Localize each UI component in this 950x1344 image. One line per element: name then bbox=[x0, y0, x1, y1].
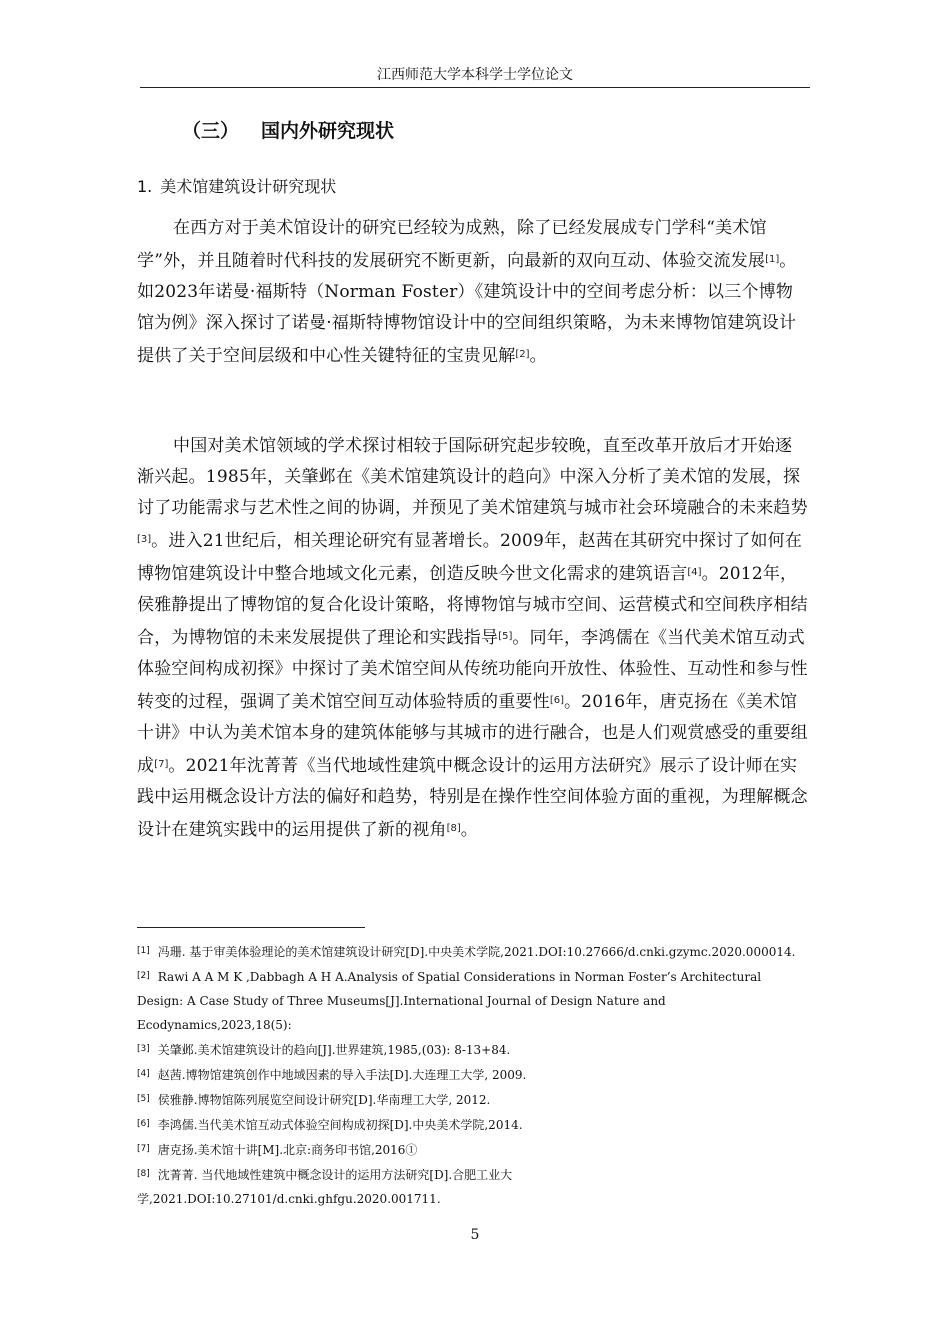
footnote-mark: [8] bbox=[137, 1169, 150, 1179]
footnote-mark: [5] bbox=[137, 1094, 150, 1104]
footnote-text: Rawi A A M K ,Dabbagh A H A.Analysis of Spatial Considerations in Norman Foster’s Architectural Design: A Case Study of Three Museums[J].International Journal of Design Nature and Ecodynamics,2023,18(5): bbox=[137, 970, 762, 1032]
running-header: 江西师范大学本科学士学位论文 bbox=[377, 67, 573, 83]
footnote-ref-7[interactable]: [7] bbox=[154, 759, 169, 770]
footnote-ref-4[interactable]: [4] bbox=[687, 567, 702, 578]
footnote-text: 沈菁菁. 当代地域性建筑中概念设计的运用方法研究[D].合肥工业大学,2021.DOI:10.27101/d.cnki.ghfgu.2020.001711. bbox=[137, 1168, 513, 1206]
footnote-mark: [4] bbox=[137, 1069, 150, 1079]
header-rule bbox=[140, 87, 810, 88]
body-paragraph-2: 中国对美术馆领域的学术探讨相较于国际研究起步较晚，直至改革开放后才开始逐渐兴起。1985年，关肇邺在《美术馆建筑设计的趋向》中深入分析了美术馆的发展，探讨了功能需求与艺术性之间的协调，并预见了美术馆建筑与城市社会环境融合的未来趋势[3]。进入21世纪后，相关理论研究有显著增长。2009年，赵茜在其研究中探讨了如何在博物馆建筑设计中整合地域文化元素，创造反映今世文化需求的建筑语言[4]。2012年，侯雅静提出了博物馆的复合化设计策略，将博物馆与城市空间、运营模式和空间秩序相结合，为博物馆的未来发展提供了理论和实践指导[5]。同年，李鸿儒在《当代美术馆互动式体验空间构成初探》中探讨了美术馆空间从传统功能向开放性、体验性、互动性和参与性转变的过程，强调了美术馆空间互动体验特质的重要性[6]。2016年，唐克扬在《美术馆十讲》中认为美术馆本身的建筑体能够与其城市的进行融合，也是人们观赏感受的重要组成[7]。2021年沈菁菁《当代地域性建筑中概念设计的运用方法研究》展示了设计师在实践中运用概念设计方法的偏好和趋势，特别是在操作性空间体验方面的重视，为理解概念设计在建筑实践中的运用提供了新的视角[8]。 bbox=[137, 436, 808, 840]
footnote-6 bbox=[137, 1112, 797, 1137]
footnote-text: 冯珊. 基于审美体验理论的美术馆建筑设计研究[D].中央美术学院,2021.DOI:10.27666/d.cnki.gzymc.2020.000014. bbox=[157, 945, 796, 959]
footnote-ref-8[interactable]: [8] bbox=[446, 823, 461, 834]
footnote-ref-5[interactable]: [5] bbox=[498, 631, 513, 642]
footnote-text: 赵茜.博物馆建筑创作中地域因素的导入手法[D].大连理工大学, 2009. bbox=[157, 1068, 527, 1082]
footnote-ref-1[interactable]: [1] bbox=[765, 254, 780, 265]
subsection-number: 1. bbox=[137, 177, 153, 196]
footnote-text: 唐克扬.美术馆十讲[M].北京:商务印书馆,2016① bbox=[157, 1143, 418, 1157]
footnote-separator bbox=[137, 927, 365, 928]
body-paragraph-1: 在西方对于美术馆设计的研究已经较为成熟，除了已经发展成专门学科“美术馆学”外，并且随着时代科技的发展研究不断更新，向最新的双向互动、体验交流发展[1]。如2023年诺曼·福斯特（Norman Foster）《建筑设计中的空间考虑分析：以三个博物馆为例》深入探讨了诺曼·福斯特博物馆设计中的空间组织策略，为未来博物馆建筑设计提供了关于空间层级和中心性关键特征的宝贵见解[2]。 bbox=[137, 218, 797, 366]
footnote-5 bbox=[137, 1087, 797, 1112]
footnote-7 bbox=[137, 1137, 797, 1162]
section-number: （三） bbox=[182, 120, 240, 142]
footnote-mark: [7] bbox=[137, 1144, 150, 1154]
footnote-mark: [2] bbox=[137, 971, 150, 981]
footnote-text: 李鸿儒.当代美术馆互动式体验空间构成初探[D].中央美术学院,2014. bbox=[157, 1118, 523, 1132]
footnote-3 bbox=[137, 1037, 797, 1062]
section-title: 国内外研究现状 bbox=[261, 120, 395, 142]
subsection-title: 美术馆建筑设计研究现状 bbox=[160, 177, 337, 196]
footnote-ref-6[interactable]: [6] bbox=[549, 695, 564, 706]
footnote-mark: [6] bbox=[137, 1119, 150, 1129]
footnotes bbox=[137, 939, 797, 1211]
footnote-ref-3[interactable]: [3] bbox=[137, 534, 152, 545]
page-number: 5 bbox=[470, 1227, 480, 1243]
footnote-mark: [3] bbox=[137, 1044, 150, 1054]
footnote-2 bbox=[137, 964, 797, 1037]
footnote-8 bbox=[137, 1162, 797, 1211]
footnote-text: 关肇邺.美术馆建筑设计的趋向[J].世界建筑,1985,(03): 8-13+84. bbox=[157, 1043, 511, 1057]
footnote-mark: [1] bbox=[137, 946, 150, 956]
footnote-1 bbox=[137, 939, 797, 964]
section-heading bbox=[182, 116, 394, 143]
subsection-heading bbox=[137, 174, 336, 197]
footnote-4 bbox=[137, 1062, 797, 1087]
footnote-text: 侯雅静.博物馆陈列展览空间设计研究[D].华南理工大学, 2012. bbox=[157, 1093, 491, 1107]
footnote-ref-2[interactable]: [2] bbox=[515, 349, 530, 360]
